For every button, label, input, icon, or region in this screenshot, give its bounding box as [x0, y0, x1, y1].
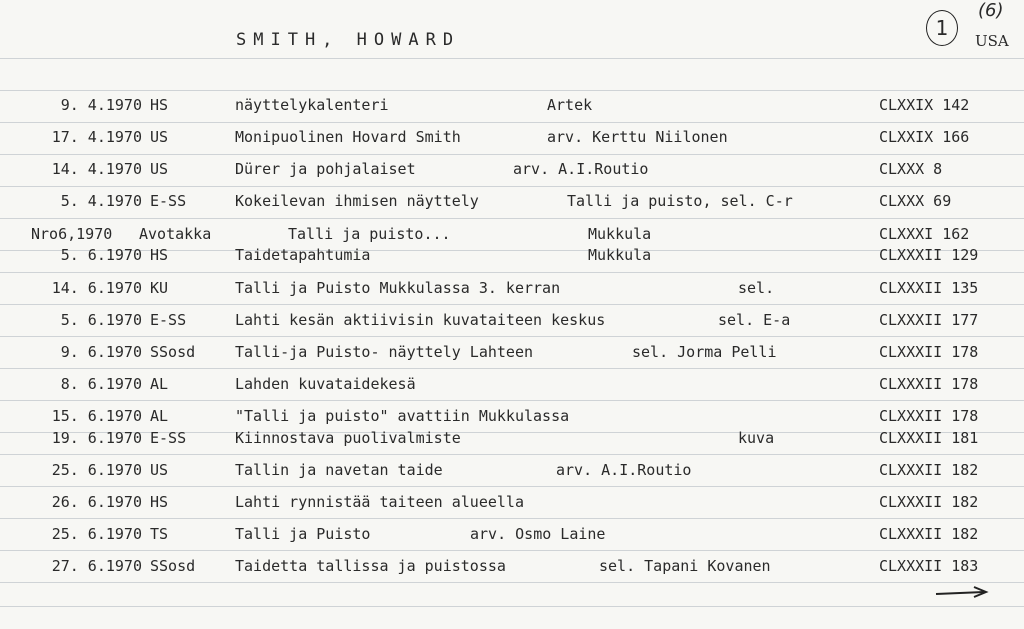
entry-note: Talli ja puisto, sel. C-r — [567, 192, 793, 210]
entry-title: Dürer ja pohjalaiset — [235, 160, 416, 178]
entry-date: 27. 6.1970 — [51, 557, 142, 575]
entry-date: 26. 6.1970 — [51, 493, 142, 511]
entry-source: HS — [150, 246, 169, 264]
entry-title: Talli-ja Puisto- näyttely Lahteen — [235, 343, 534, 361]
entry-date: 5. 4.1970 — [60, 192, 142, 210]
entry-source: US — [150, 128, 169, 146]
entry-date: 8. 6.1970 — [60, 375, 142, 393]
entry-title: näyttelykalenteri — [235, 96, 389, 114]
entry-date: 14. 4.1970 — [51, 160, 142, 178]
entry-source: TS — [150, 525, 169, 543]
entry-title: Lahti kesän aktiivisin kuvataiteen keskus — [235, 311, 606, 329]
rule-line — [0, 154, 1024, 155]
entry-note: sel. Tapani Kovanen — [599, 557, 771, 575]
entry-title: "Talli ja puisto" avattiin Mukkulassa — [235, 407, 570, 425]
entry-date: 17. 4.1970 — [51, 128, 142, 146]
table-row — [0, 375, 1024, 395]
entry-note: arv. A.I.Routio — [513, 160, 649, 178]
rule-line — [0, 486, 1024, 487]
entry-ref: CLXXXII 178 — [879, 343, 979, 361]
rule-line — [0, 582, 1024, 583]
table-row — [0, 429, 1024, 449]
entry-ref: CLXXX 69 — [879, 192, 952, 210]
entry-ref: CLXXXI 162 — [879, 225, 970, 243]
entry-ref: CLXXXII 181 — [879, 429, 979, 447]
table-row — [0, 225, 1024, 245]
entry-source: HS — [150, 96, 169, 114]
entry-source: HS — [150, 493, 169, 511]
entry-source: E-SS — [150, 311, 187, 329]
entry-ref: CLXXXII 182 — [879, 461, 979, 479]
entry-note: kuva — [738, 429, 775, 447]
entry-title: Lahden kuvataidekesä — [235, 375, 416, 393]
entry-date: 15. 6.1970 — [51, 407, 142, 425]
entry-ref: CLXXXII 177 — [879, 311, 979, 329]
entry-note: arv. Osmo Laine — [470, 525, 606, 543]
entry-title: Lahti rynnistää taiteen alueella — [235, 493, 524, 511]
table-row — [0, 160, 1024, 180]
entry-date: 25. 6.1970 — [51, 461, 142, 479]
table-row — [0, 128, 1024, 148]
table-row — [0, 343, 1024, 363]
right-arrow-icon — [934, 584, 990, 602]
entry-source: US — [150, 461, 169, 479]
rule-line — [0, 218, 1024, 219]
entry-title: Talli ja Puisto — [235, 525, 371, 543]
rule-line — [0, 272, 1024, 273]
entry-ref: CLXXXII 182 — [879, 493, 979, 511]
entry-note: arv. Kerttu Niilonen — [547, 128, 728, 146]
table-row — [0, 557, 1024, 577]
table-row — [0, 311, 1024, 331]
entry-date: 5. 6.1970 — [60, 311, 142, 329]
table-row — [0, 493, 1024, 513]
entry-ref: CLXXIX 142 — [879, 96, 970, 114]
entry-date: 19. 6.1970 — [51, 429, 142, 447]
entry-title: Talli ja Puisto Mukkulassa 3. kerran — [235, 279, 561, 297]
entry-ref: CLXXXII 178 — [879, 375, 979, 393]
entry-source: AL — [150, 407, 169, 425]
entry-date: 9. 6.1970 — [60, 343, 142, 361]
entry-note: Mukkula — [588, 246, 652, 264]
entry-ref: CLXXXII 129 — [879, 246, 979, 264]
entry-source: US — [150, 160, 169, 178]
card-number: 1 — [926, 10, 958, 46]
entry-title: Tallin ja navetan taide — [235, 461, 443, 479]
entry-source: E-SS — [150, 429, 187, 447]
table-row — [0, 279, 1024, 299]
rule-line — [0, 454, 1024, 455]
entry-note: sel. Jorma Pelli — [632, 343, 777, 361]
table-row — [0, 246, 1024, 266]
entry-title: Kiinnostava puolivalmiste — [235, 429, 461, 447]
entry-source: AL — [150, 375, 169, 393]
rule-line — [0, 518, 1024, 519]
rule-line — [0, 122, 1024, 123]
rule-line — [0, 368, 1024, 369]
table-row — [0, 461, 1024, 481]
entry-source: SSosd — [150, 343, 196, 361]
entry-date: 25. 6.1970 — [51, 525, 142, 543]
rule-line — [0, 550, 1024, 551]
entry-note: sel. — [738, 279, 775, 297]
entry-issue: Nro6,1970 — [31, 225, 113, 243]
entry-title: Talli ja puisto... — [288, 225, 451, 243]
entry-title: Kokeilevan ihmisen näyttely — [235, 192, 479, 210]
entry-source: KU — [150, 279, 169, 297]
entry-date: 9. 4.1970 — [60, 96, 142, 114]
country-label: USA — [975, 32, 1009, 50]
entry-ref: CLXXXII 178 — [879, 407, 979, 425]
entry-source: Avotakka — [139, 225, 212, 243]
rule-line — [0, 336, 1024, 337]
entry-title: Monipuolinen Hovard Smith — [235, 128, 461, 146]
table-row — [0, 96, 1024, 116]
entry-title: Taidetapahtumia — [235, 246, 371, 264]
table-row — [0, 192, 1024, 212]
rule-line — [0, 186, 1024, 187]
entry-ref: CLXXXII 183 — [879, 557, 979, 575]
table-row — [0, 407, 1024, 427]
rule-line — [0, 606, 1024, 607]
entry-date: 14. 6.1970 — [51, 279, 142, 297]
entry-note: Artek — [547, 96, 593, 114]
card-total: (6) — [978, 0, 1004, 21]
entry-ref: CLXXX 8 — [879, 160, 943, 178]
table-row — [0, 525, 1024, 545]
entry-note: sel. E-a — [718, 311, 791, 329]
rule-line — [0, 304, 1024, 305]
rule-line — [0, 90, 1024, 91]
entry-ref: CLXXXII 135 — [879, 279, 979, 297]
entry-source: SSosd — [150, 557, 196, 575]
rule-line — [0, 400, 1024, 401]
entry-ref: CLXXIX 166 — [879, 128, 970, 146]
entry-date: 5. 6.1970 — [60, 246, 142, 264]
entry-title: Taidetta tallissa ja puistossa — [235, 557, 506, 575]
entry-source: E-SS — [150, 192, 187, 210]
card-title: SMITH, HOWARD — [236, 30, 461, 50]
rule-line — [0, 58, 1024, 59]
entry-ref: CLXXXII 182 — [879, 525, 979, 543]
entry-note: arv. A.I.Routio — [556, 461, 692, 479]
entry-note: Mukkula — [588, 225, 652, 243]
